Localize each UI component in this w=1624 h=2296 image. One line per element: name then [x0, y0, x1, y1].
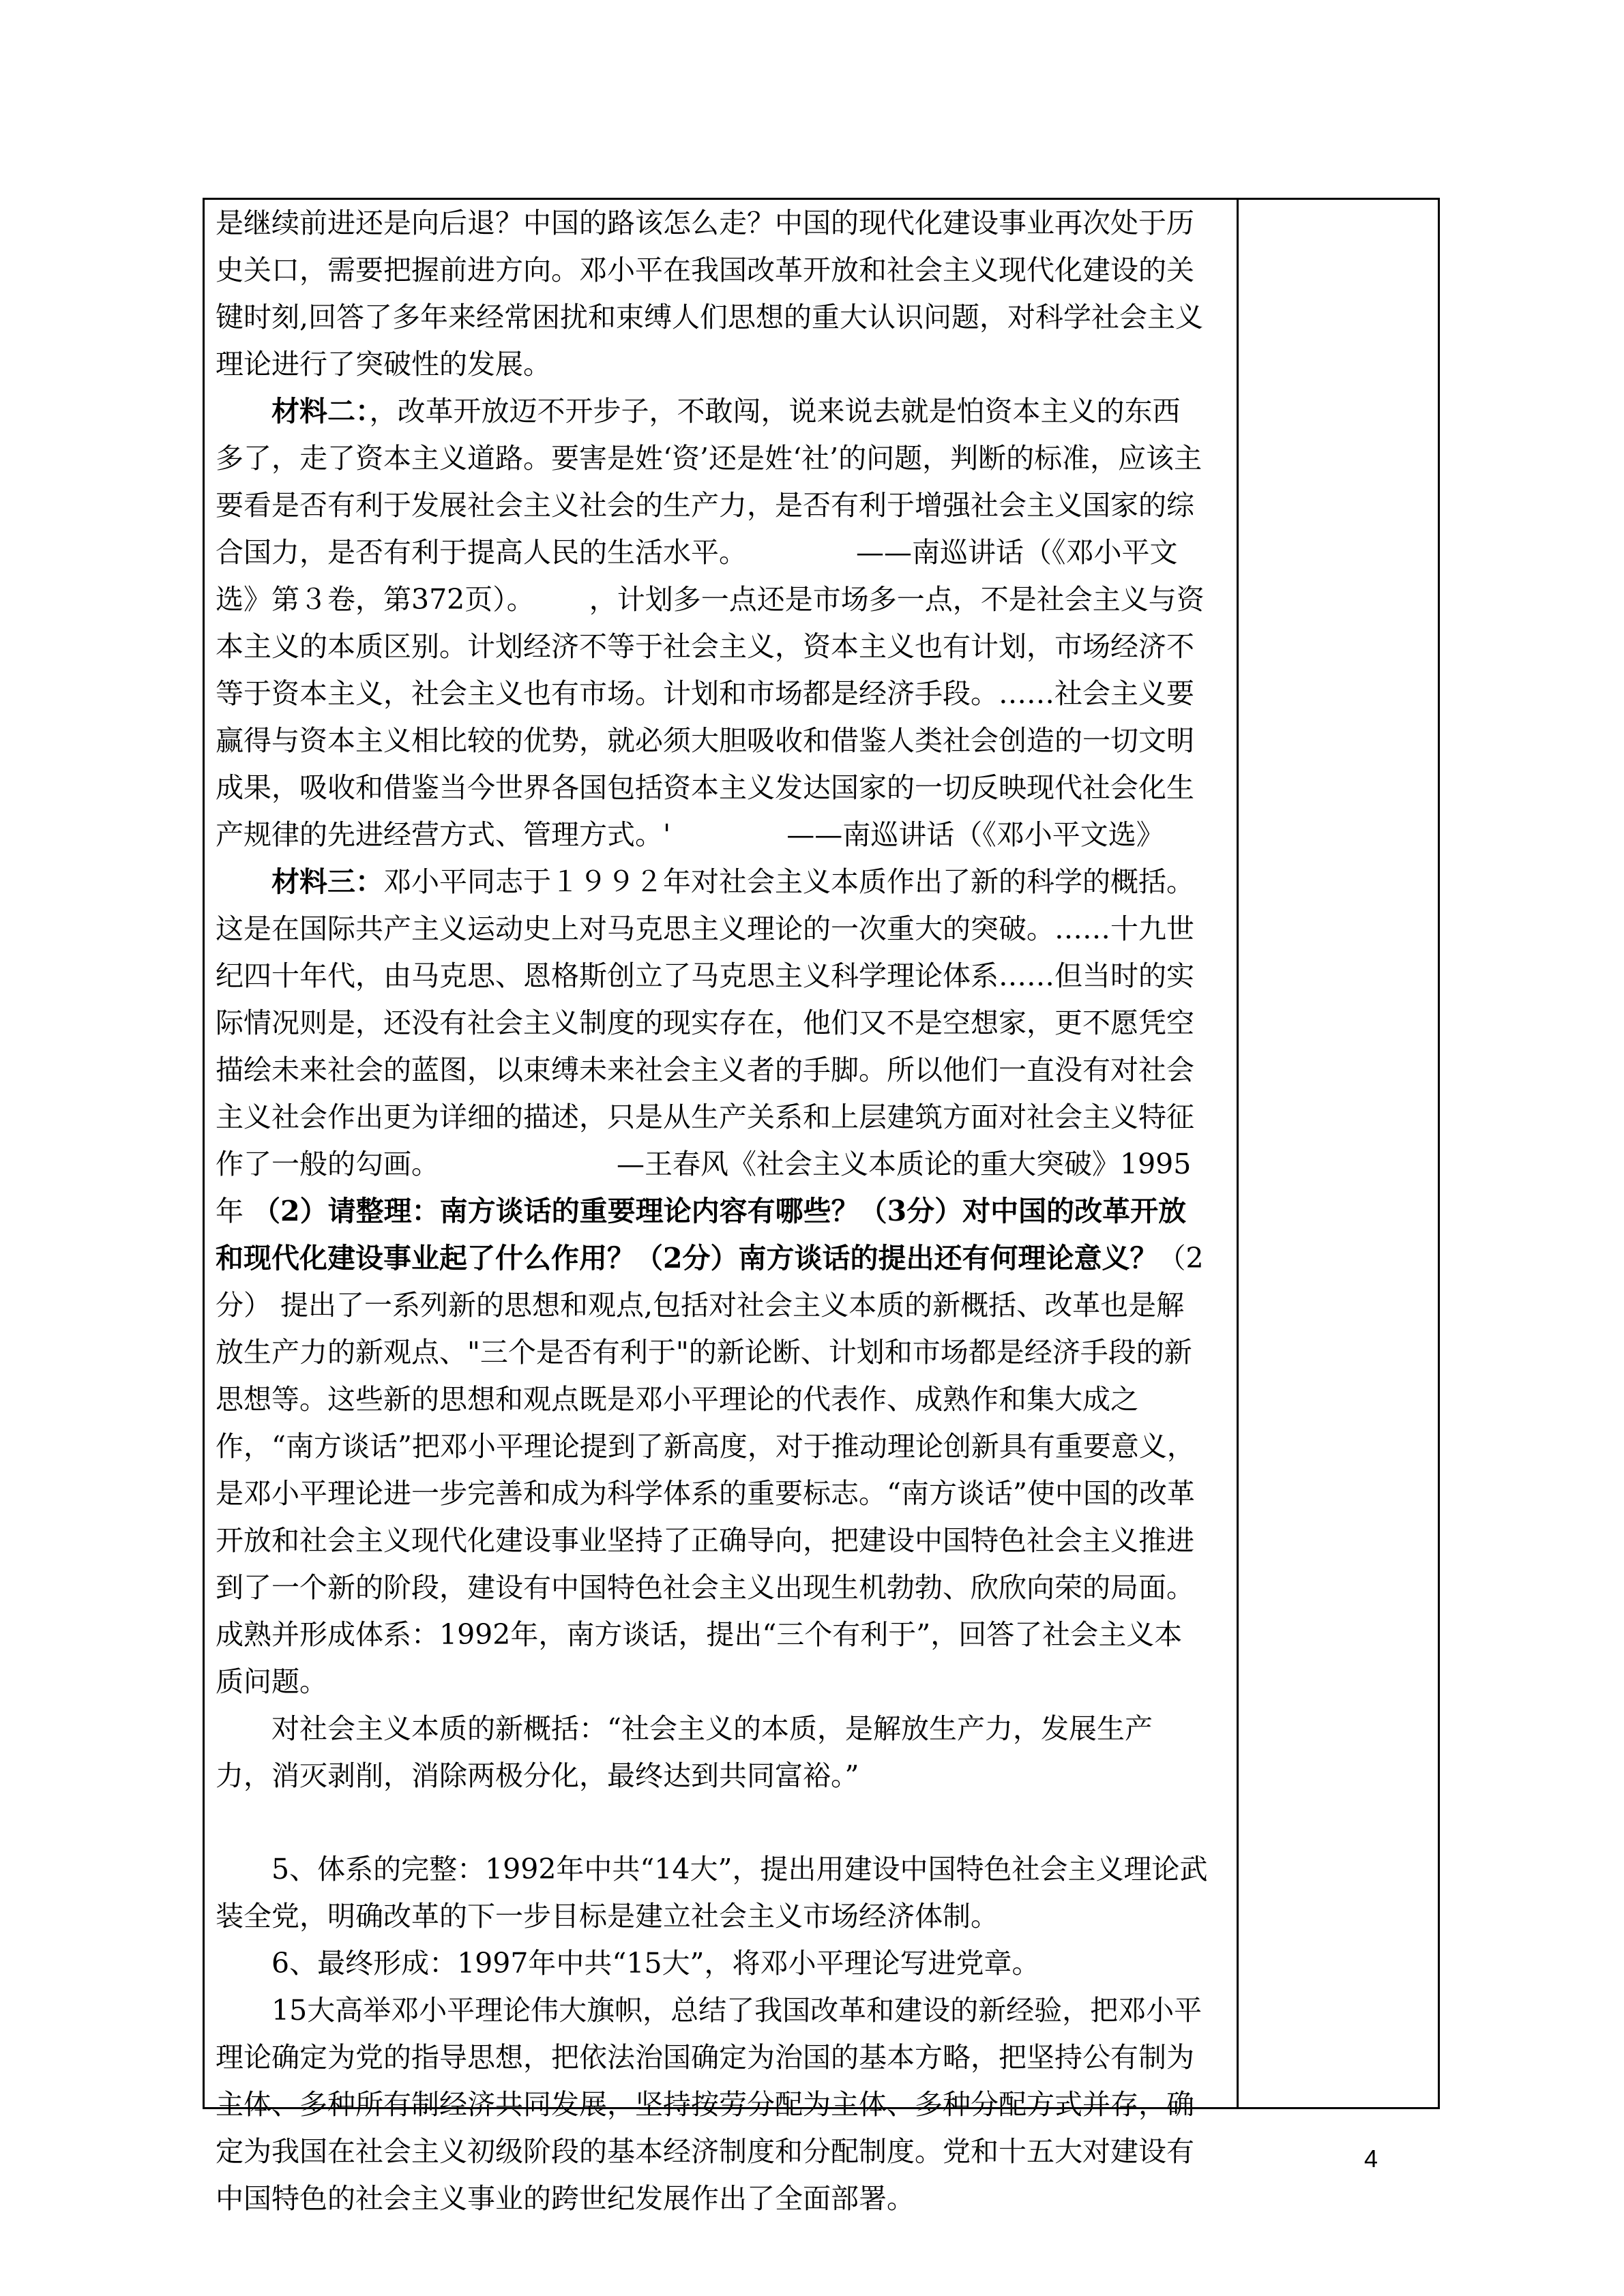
page-number: 4 [1364, 2145, 1378, 2173]
column-divider [1237, 200, 1239, 2107]
material-three-source: —王春风《社会主义本质论的重大突破》1995年 [216, 1148, 1192, 1227]
item-5-paragraph: 5、体系的完整：1992年中共“14大”，提出用建设中国特色社会主义理论武装全党，明确改革的下一步目标是建立社会主义市场经济体制。 [216, 1853, 1208, 1933]
material-two-text-b: ，计划多一点还是市场多一点，不是社会主义与资本主义的本质区别。计划经济不等于社会主义，资本主义也有计划，市场经济不等于资本主义，社会主义也有市场。计划和市场都是经济手段。……社会主义要赢得与资本主义相比较的优势，就必须大胆吸收和借鉴人类社会创造的一切文明成果，吸收和借鉴当今世界各国包括资本主义发达国家的一切反映现代社会化生产规律的先进经营方式、管理方式。' [216, 583, 1205, 851]
material-three-text: 邓小平同志于１９９２年对社会主义本质作出了新的科学的概括。这是在国际共产主义运动史上对马克思主义理论的一次重大的突破。……十九世纪四十年代，由马克思、恩格斯创立了马克思主义科学理论体系……但当时的实际情况则是，还没有社会主义制度的现实存在，他们又不是空想家，更不愿凭空描绘未来社会的蓝图，以束缚未来社会主义者的手脚。所以他们一直没有对社会主义社会作出更为详细的描述，只是从生产关系和上层建筑方面对社会主义特征作了一般的勾画。 [216, 865, 1194, 1180]
intro-paragraph: 是继续前进还是向后退？中国的路该怎么走？中国的现代化建设事业再次处于历史关口，需要把握前进方向。邓小平在我国改革开放和社会主义现代化建设的关键时刻,回答了多年来经常困扰和束缚人们思想的重大认识问题，对科学社会主义理论进行了突破性的发展。 [216, 207, 1204, 381]
material-three-label: 材料三： [271, 865, 383, 898]
question-points: （2分） [216, 1242, 1204, 1322]
essence-paragraph: 对社会主义本质的新概括：“社会主义的本质，是解放生产力，发展生产力，消灭剥削，消除两极分化，最终达到共同富裕。” [216, 1712, 1153, 1792]
question-text: （2）请整理：南方谈话的重要理论内容有哪些？（3分）对中国的改革开放和现代化建设事业起了什么作用？（2分）南方谈话的提出还有何理论意义？ [216, 1195, 1187, 1274]
main-content-cell [205, 200, 1237, 2222]
document-table [203, 198, 1440, 2215]
conclusion-paragraph: 15大高举邓小平理论伟大旗帜，总结了我国改革和建设的新经验，把邓小平理论确定为党的指导思想，把依法治国确定为治国的基本方略，把坚持公有制为主体、多种所有制经济共同发展，坚持按劳分配为主体、多种分配方式并存，确定为我国在社会主义初级阶段的基本经济制度和分配制度。党和十五大对建设有中国特色的社会主义事业的跨世纪发展作出了全面部署。 [216, 1994, 1202, 2215]
material-two-source-a: ——南巡讲话（《邓小平文选》第３卷，第372页）。 [216, 536, 1178, 616]
material-two-source-b: ——南巡讲话（《邓小平文选》 [786, 818, 1164, 851]
material-two-paragraph [216, 388, 1208, 859]
material-three-paragraph [216, 859, 1208, 1705]
item-6-paragraph: 6、最终形成：1997年中共“15大”，将邓小平理论写进党章。 [271, 1947, 1040, 1980]
material-two-label: 材料二： [271, 395, 370, 428]
material-two-text-a: ，改革开放迈不开步子，不敢闯，说来说去就是怕资本主义的东西多了，走了资本主义道路。要害是姓‘资’还是姓‘社’的问题，判断的标准，应该主要看是否有利于发展社会主义社会的生产力，是否有利于增强社会主义国家的综合国力，是否有利于提高人民的生活水平。 [216, 395, 1202, 569]
answer-text: 提出了一系列新的思想和观点,包括对社会主义本质的新概括、改革也是解放生产力的新观点、"三个是否有利于"的新论断、计划和市场都是经济手段的新思想等。这些新的思想和观点既是邓小平理论的代表作、成熟作和集大成之作，“南方谈话”把邓小平理论提到了新高度，对于推动理论创新具有重要意义，是邓小平理论进一步完善和成为科学体系的重要标志。“南方谈话”使中国的改革开放和社会主义现代化建设事业坚持了正确导向，把建设中国特色社会主义推进到了一个新的阶段，建设有中国特色社会主义出现生机勃勃、欣欣向荣的局面。成熟并形成体系：1992年，南方谈话，提出“三个有利于”，回答了社会主义本质问题。 [216, 1289, 1195, 1698]
